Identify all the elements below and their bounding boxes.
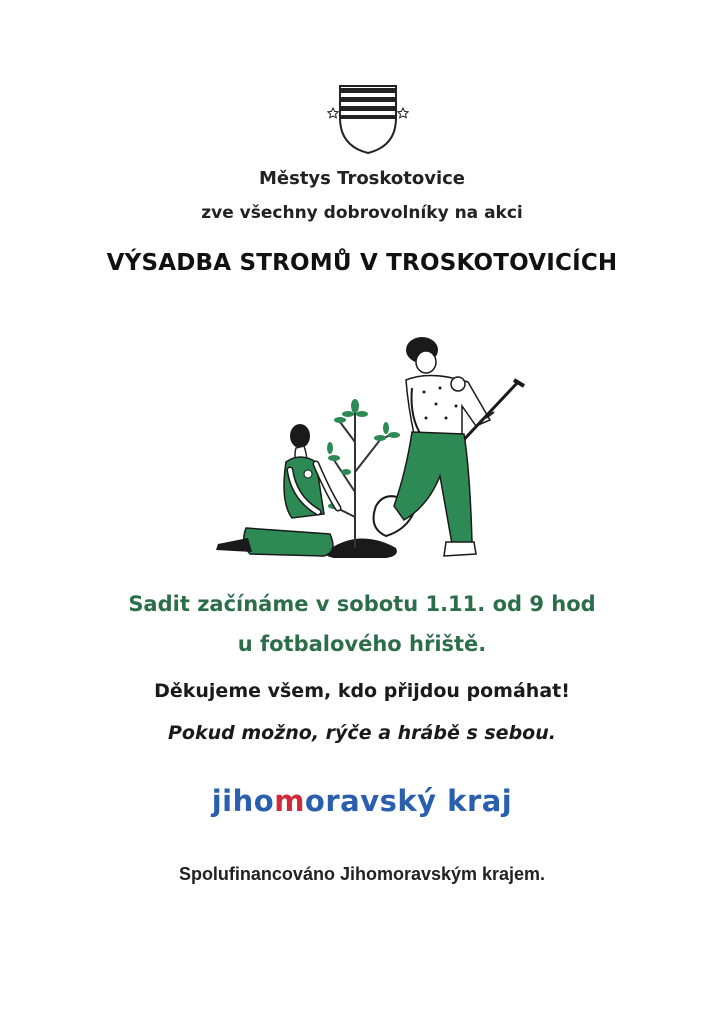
event-location: u fotbalového hřiště. — [237, 632, 487, 656]
jihomoravsky-kraj-logo — [0, 784, 724, 818]
logo-part-2: m — [274, 784, 305, 818]
event-date-time: Sadit začínáme v sobotu 1.11. od 9 hod — [128, 592, 596, 616]
logo-part-3: oravský kraj — [304, 784, 513, 818]
thanks-text: Děkujeme všem, kdo přijdou pomáhat! — [154, 680, 570, 702]
event-title: VÝSADBA STROMŮ V TROSKOTOVICÍCH — [106, 250, 618, 276]
logo-part-1: jiho — [211, 784, 275, 818]
tree-planting-illustration — [200, 322, 540, 572]
bring-tools-text: Pokud možno, rýče a hrábě s sebou. — [168, 722, 556, 744]
invitation-text: zve všechny dobrovolníky na akci — [201, 203, 523, 223]
organization-name: Městys Troskotovice — [258, 168, 465, 189]
municipal-emblem-icon — [327, 80, 409, 156]
cofinancing-note: Spolufinancováno Jihomoravským krajem. — [178, 864, 546, 884]
